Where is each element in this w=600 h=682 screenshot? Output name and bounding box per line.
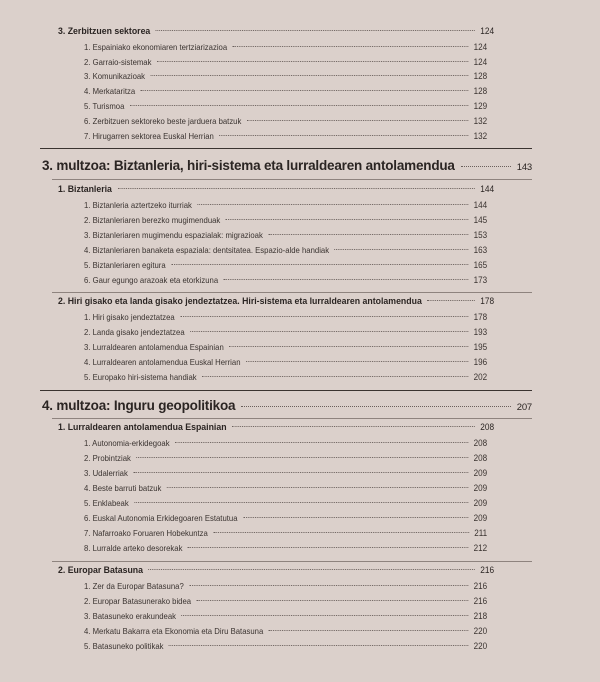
toc-item: 6. Zerbitzuen sektoreko beste jarduera batzuk 132 <box>84 116 488 126</box>
toc-section: 1. Biztanleria 144 <box>58 184 495 195</box>
toc-item: 2. Garraio-sistemak 124 <box>84 57 488 67</box>
section-box-top <box>52 179 532 180</box>
toc-item: 3. Komunikazioak 128 <box>84 71 488 81</box>
toc-item: 5. Turismoa 129 <box>84 101 488 111</box>
toc-section: 3. Zerbitzuen sektorea 124 <box>58 26 495 37</box>
toc-section: 1. Lurraldearen antolamendua Espainian 208 <box>58 422 495 433</box>
toc-section: 2. Hiri gisako eta landa gisako jendeztatzea. Hiri-sistema eta lurraldearen antolamendua 178 <box>58 296 495 307</box>
toc-item: 2. Probintziak 208 <box>84 453 488 463</box>
section-box-top <box>52 561 532 562</box>
toc-item: 1. Zer da Europar Batasuna? 216 <box>84 581 488 591</box>
toc-item: 3. Biztanleriaren mugimendu espazialak: migrazioak 153 <box>84 230 488 240</box>
toc-item: 2. Landa gisako jendeztatzea 193 <box>84 327 488 337</box>
section-box-top <box>52 418 532 419</box>
toc-item: 7. Nafarroako Foruaren Hobekuntza 211 <box>84 528 488 538</box>
toc-item: 4. Beste barruti batzuk 209 <box>84 483 488 493</box>
toc-item: 7. Hirugarren sektorea Euskal Herrian 132 <box>84 131 488 141</box>
divider <box>40 390 532 391</box>
toc-item: 4. Merkataritza 128 <box>84 86 488 96</box>
toc-item: 5. Biztanleriaren egitura 165 <box>84 260 488 270</box>
toc-part-heading: 4. multzoa: Inguru geopolitikoa 207 <box>42 398 532 413</box>
toc-section: 2. Europar Batasuna 216 <box>58 565 495 576</box>
toc-item: 2. Biztanleriaren berezko mugimenduak 145 <box>84 215 488 225</box>
toc-item: 4. Merkatu Bakarra eta Ekonomia eta Diru Batasuna 220 <box>84 626 488 636</box>
toc-item: 1. Espainiako ekonomiaren tertziarizazioa 124 <box>84 42 488 52</box>
toc-part-heading: 3. multzoa: Biztanleria, hiri-sistema eta lurraldearen antolamendua 143 <box>42 158 532 173</box>
toc-item: 5. Europako hiri-sistema handiak 202 <box>84 372 488 382</box>
toc-item: 5. Enklabeak 209 <box>84 498 488 508</box>
toc-item: 4. Biztanleriaren banaketa espaziala: dentsitatea. Espazio-alde handiak 163 <box>84 245 488 255</box>
section-box-top <box>52 292 532 293</box>
toc-item: 3. Udalerriak 209 <box>84 468 488 478</box>
toc-item: 8. Lurralde arteko desorekak 212 <box>84 543 488 553</box>
toc-item: 3. Lurraldearen antolamendua Espainian 195 <box>84 342 488 352</box>
toc-item: 6. Gaur egungo arazoak eta etorkizuna 173 <box>84 275 488 285</box>
toc-item: 3. Batasuneko erakundeak 218 <box>84 611 488 621</box>
toc-item: 1. Hiri gisako jendeztatzea 178 <box>84 312 488 322</box>
toc-item: 5. Batasuneko politikak 220 <box>84 641 488 651</box>
toc-item: 2. Europar Batasunerako bidea 216 <box>84 596 488 606</box>
toc-item: 1. Biztanleria aztertzeko iturriak 144 <box>84 200 488 210</box>
divider <box>40 148 532 149</box>
toc-item: 4. Lurraldearen antolamendua Euskal Herrian 196 <box>84 357 488 367</box>
toc-item: 6. Euskal Autonomia Erkidegoaren Estatutua 209 <box>84 513 488 523</box>
toc-item: 1. Autonomia-erkidegoak 208 <box>84 438 488 448</box>
